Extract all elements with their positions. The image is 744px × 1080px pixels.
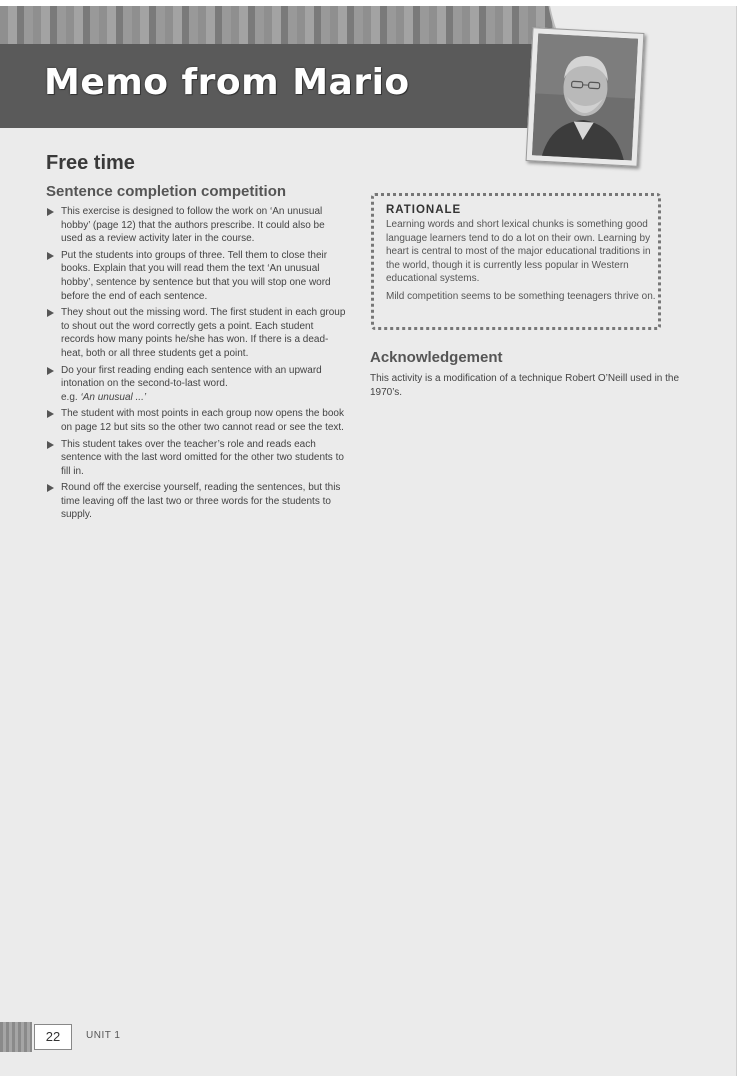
unit-label: UNIT 1 [86, 1030, 121, 1041]
acknowledgement-title: Acknowledgement [370, 349, 503, 366]
list-item: They shout out the missing word. The first student in each group to shout out the word correctly gets a point. Each student records how many points he/she has won. If there is a dead-heat, both or all three students get a point. [46, 306, 348, 360]
page-title: Memo from Mario [44, 62, 410, 103]
section-title: Free time [46, 152, 135, 174]
portrait-image [532, 33, 638, 160]
acknowledgement-text: This activity is a modification of a technique Robert O’Neill used in the 1970’s. [370, 373, 680, 398]
rationale-paragraph: Mild competition seems to be something teenagers thrive on. [386, 290, 656, 302]
footer-stripe [0, 1022, 32, 1052]
list-item [46, 364, 348, 405]
example-prefix: e.g. [61, 391, 78, 403]
list-item: The student with most points in each group now opens the book on page 12 but sits so the other two cannot read or see the text. [46, 407, 348, 434]
list-item: Round off the exercise yourself, reading the sentences, but this time leaving off the last two or three words for the students to supply. [46, 481, 348, 522]
list-item: Put the students into groups of three. Tell them to close their books. Explain that you will read them the text ‘An unusual hobby’, sentence by sentence but that you will stop one word before the end of each sentence. [46, 249, 348, 303]
author-photo [526, 27, 645, 167]
page [0, 6, 737, 1076]
page-number: 22 [34, 1024, 72, 1050]
section-subtitle: Sentence completion competition [46, 183, 287, 200]
rationale-box [371, 193, 661, 330]
list-item: This exercise is designed to follow the work on ‘An unusual hobby’ (page 12) that the authors prescribe. It could also be used as a review activity later in the course. [46, 205, 348, 246]
rationale-paragraph: Learning words and short lexical chunks is something good language learners tend to do a lot on their own. Learning by heart is central to most of the major educational traditions in the world, though it is currently less popular in Western educational systems. [386, 219, 651, 285]
rationale-title: RATIONALE [386, 204, 462, 216]
instruction-list [46, 205, 348, 525]
example-text: ‘An unusual ...’ [80, 391, 147, 403]
list-item-text: Do your first reading ending each sentence with an upward intonation on the second-to-last word. [61, 364, 322, 390]
list-item: This student takes over the teacher’s role and reads each sentence with the last word omitted for the other two students to fill in. [46, 438, 348, 479]
